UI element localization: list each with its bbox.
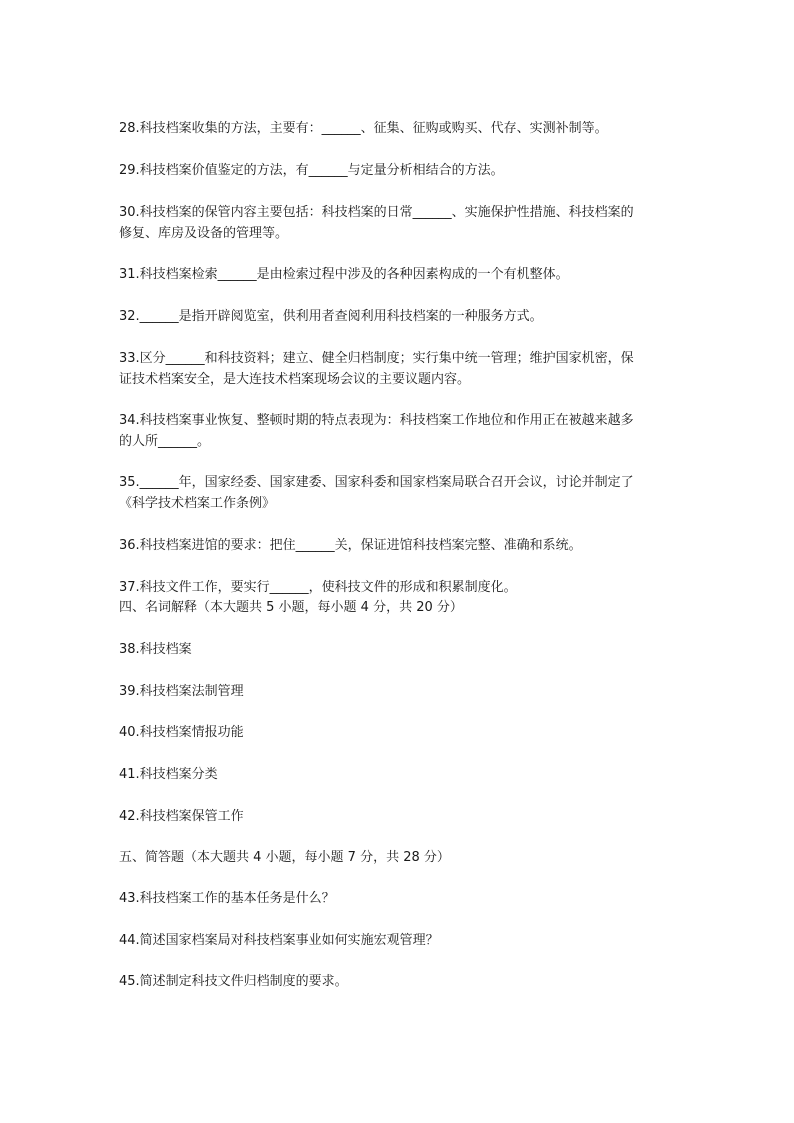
question-42: 42.科技档案保管工作 [119, 809, 244, 824]
question-43: 43.科技档案工作的基本任务是什么？ [119, 891, 335, 906]
question-28: 28.科技档案收集的方法，主要有：______、征集、征购或购买、代存、实测补制等。 [119, 121, 608, 136]
question-33-line-1: 33.区分______和科技资料；建立、健全归档制度；实行集中统一管理；维护国家机密，保 [119, 351, 634, 366]
question-39: 39.科技档案法制管理 [119, 684, 244, 699]
question-30-line-1: 30.科技档案的保管内容主要包括：科技档案的日常______、实施保护性措施、科技档案的 [119, 205, 634, 220]
question-32: 32.______是指开辟阅览室，供利用者查阅利用科技档案的一种服务方式。 [119, 309, 543, 324]
section-5-heading: 五、简答题（本大题共 4 小题，每小题 7 分，共 28 分） [119, 850, 450, 865]
question-38: 38.科技档案 [119, 642, 192, 657]
question-41: 41.科技档案分类 [119, 767, 218, 782]
question-29: 29.科技档案价值鉴定的方法，有______与定量分析相结合的方法。 [119, 163, 504, 178]
question-36: 36.科技档案进馆的要求：把住______关，保证进馆科技档案完整、准确和系统。 [119, 538, 582, 553]
question-30-line-2: 修复、库房及设备的管理等。 [119, 226, 289, 241]
question-44: 44.简述国家档案局对科技档案事业如何实施宏观管理？ [119, 933, 439, 948]
question-34-line-1: 34.科技档案事业恢复、整顿时期的特点表现为：科技档案工作地位和作用正在被越来越多 [119, 413, 634, 428]
question-37: 37.科技文件工作，要实行______，使科技文件的形成和积累制度化。 [119, 580, 517, 595]
question-34-line-2: 的人所______。 [119, 434, 211, 449]
section-4-heading: 四、名词解释（本大题共 5 小题，每小题 4 分，共 20 分） [119, 600, 463, 615]
question-40: 40.科技档案情报功能 [119, 725, 244, 740]
question-45: 45.简述制定科技文件归档制度的要求。 [119, 974, 348, 989]
question-35-line-1: 35.______年，国家经委、国家建委、国家科委和国家档案局联合召开会议，讨论并制定了 [119, 475, 634, 490]
question-33-line-2: 证技术档案安全，是大连技术档案现场会议的主要议题内容。 [119, 372, 471, 387]
question-35-line-2: 《科学技术档案工作条例》 [119, 496, 276, 511]
question-31: 31.科技档案检索______是由检索过程中涉及的各种因素构成的一个有机整体。 [119, 267, 569, 282]
